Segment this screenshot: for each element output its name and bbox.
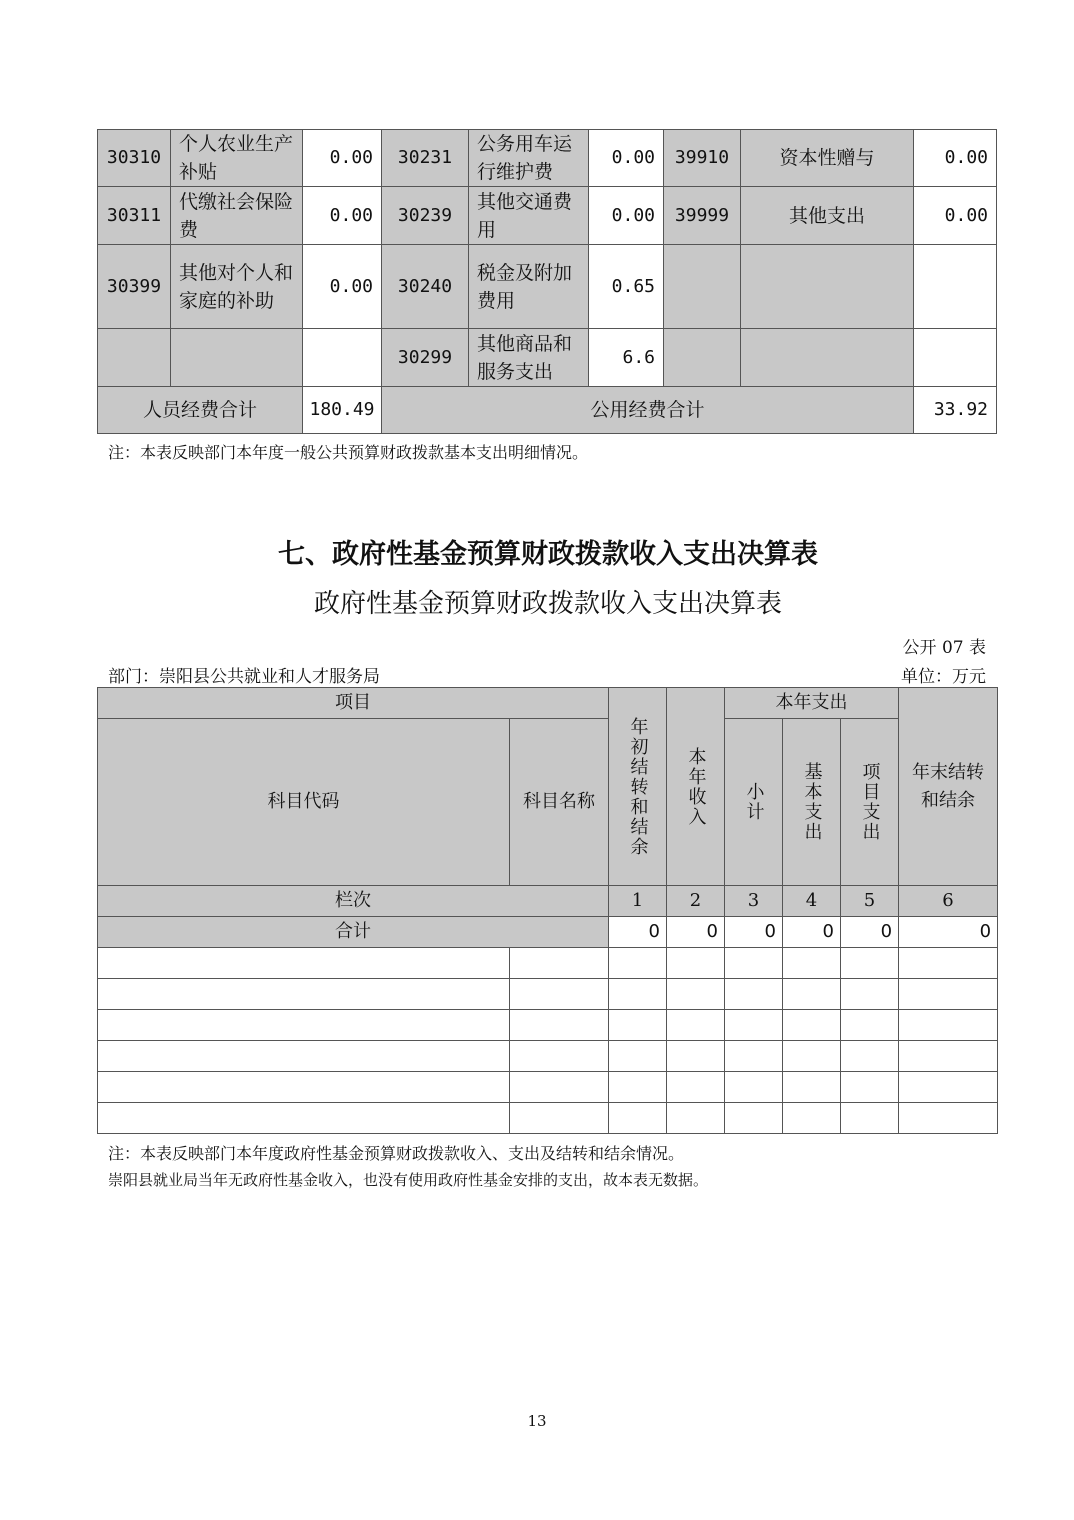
code-cell: 30311: [98, 187, 171, 245]
empty-cell: [510, 948, 609, 979]
empty-cell: [725, 1103, 783, 1134]
table-row: [98, 187, 997, 245]
name-cell: 个人农业生产补贴: [171, 130, 303, 187]
name-cell: 其他支出: [741, 187, 914, 245]
basic-expense-detail-table: [97, 129, 997, 434]
empty-cell: [510, 1072, 609, 1103]
empty-cell: [510, 1041, 609, 1072]
name-cell: 公务用车运行维护费: [469, 130, 589, 187]
table-row: [98, 329, 997, 387]
empty-row: [98, 948, 998, 979]
empty-cell: [609, 1103, 667, 1134]
empty-cell: [899, 948, 998, 979]
empty-cell: [841, 1041, 899, 1072]
empty-cell: [899, 1041, 998, 1072]
empty-cell: [783, 948, 841, 979]
empty-cell: [899, 1103, 998, 1134]
section-heading: 七、政府性基金预算财政拨款收入支出决算表: [278, 539, 818, 570]
amount-cell: 6.6: [589, 329, 664, 387]
empty-cell: [510, 979, 609, 1010]
col-num: 3: [725, 886, 783, 917]
empty-cell: [899, 1010, 998, 1041]
header-subtotal: 小计: [743, 782, 765, 822]
col-num: 1: [609, 886, 667, 917]
empty-cell: [667, 1010, 725, 1041]
empty-cell: [98, 1103, 510, 1134]
table2-note-2: 崇阳县就业局当年无政府性基金收入，也没有使用政府性基金安排的支出，故本表无数据。: [108, 1171, 709, 1189]
amount-cell: 0.00: [303, 245, 382, 329]
amount-cell: 0.00: [303, 130, 382, 187]
page-number: 13: [527, 1412, 547, 1430]
col-num: 5: [841, 886, 899, 917]
code-cell: 30299: [382, 329, 469, 387]
amount-cell: [914, 245, 997, 329]
empty-row: [98, 1072, 998, 1103]
unit-label: 单位：万元: [901, 667, 986, 687]
total-row: [98, 917, 998, 948]
empty-cell: [899, 1072, 998, 1103]
total-value: 0: [783, 917, 841, 948]
name-cell: [171, 329, 303, 387]
totals-row: [98, 387, 997, 434]
empty-cell: [510, 1103, 609, 1134]
table2-note: 注：本表反映部门本年度政府性基金预算财政拨款收入、支出及结转和结余情况。: [108, 1144, 685, 1163]
empty-row: [98, 1103, 998, 1134]
table1-note: 注：本表反映部门本年度一般公共预算财政拨款基本支出明细情况。: [108, 443, 589, 462]
column-number-label: 栏次: [98, 886, 609, 917]
personnel-total-label: 人员经费合计: [98, 387, 303, 434]
public-total-label: 公用经费合计: [382, 387, 914, 434]
table-row: [98, 130, 997, 187]
amount-cell: 0.00: [914, 130, 997, 187]
empty-cell: [667, 948, 725, 979]
empty-cell: [98, 1041, 510, 1072]
amount-cell: 0.00: [589, 187, 664, 245]
code-cell: [664, 245, 741, 329]
amount-cell: 0.00: [914, 187, 997, 245]
table-title: 政府性基金预算财政拨款收入支出决算表: [313, 589, 782, 619]
column-number-row: [98, 886, 998, 917]
total-value: 0: [725, 917, 783, 948]
empty-cell: [609, 1041, 667, 1072]
empty-cell: [725, 1072, 783, 1103]
empty-cell: [841, 1072, 899, 1103]
empty-cell: [725, 1041, 783, 1072]
table-row: [98, 245, 997, 329]
header-project: 项目: [98, 688, 609, 719]
empty-row: [98, 1041, 998, 1072]
amount-cell: [303, 329, 382, 387]
empty-cell: [609, 979, 667, 1010]
header-code: 科目代码: [98, 719, 510, 886]
total-value: 0: [609, 917, 667, 948]
empty-cell: [841, 1010, 899, 1041]
header-end-balance: 年末结转和结余: [912, 761, 985, 811]
name-cell: 税金及附加费用: [469, 245, 589, 329]
amount-cell: [914, 329, 997, 387]
empty-cell: [725, 1010, 783, 1041]
empty-cell: [98, 1072, 510, 1103]
empty-cell: [667, 979, 725, 1010]
header-basic: 基本支出: [801, 762, 823, 842]
empty-cell: [725, 948, 783, 979]
empty-row: [98, 1010, 998, 1041]
empty-cell: [725, 979, 783, 1010]
empty-cell: [510, 1010, 609, 1041]
name-cell: 资本性赠与: [741, 130, 914, 187]
personnel-total-value: 180.49: [303, 387, 382, 434]
header-begin-balance: 年初结转和结余: [627, 716, 649, 857]
empty-cell: [609, 948, 667, 979]
code-cell: 30399: [98, 245, 171, 329]
name-cell: [741, 245, 914, 329]
department-label: 部门：崇阳县公共就业和人才服务局: [108, 667, 380, 687]
empty-cell: [841, 1103, 899, 1134]
amount-cell: 0.00: [589, 130, 664, 187]
name-cell: 其他交通费用: [469, 187, 589, 245]
code-cell: 30310: [98, 130, 171, 187]
name-cell: 其他商品和服务支出: [469, 329, 589, 387]
amount-cell: 0.65: [589, 245, 664, 329]
name-cell: [741, 329, 914, 387]
empty-cell: [783, 1010, 841, 1041]
code-cell: [664, 329, 741, 387]
empty-cell: [609, 1010, 667, 1041]
empty-cell: [783, 1041, 841, 1072]
empty-row: [98, 979, 998, 1010]
total-value: 0: [841, 917, 899, 948]
empty-cell: [899, 979, 998, 1010]
empty-cell: [98, 948, 510, 979]
code-cell: 30240: [382, 245, 469, 329]
header-name: 科目名称: [510, 719, 609, 886]
col-num: 2: [667, 886, 725, 917]
empty-cell: [98, 1010, 510, 1041]
form-number: 公开 07 表: [902, 638, 986, 658]
code-cell: 30231: [382, 130, 469, 187]
header-item: 项目支出: [859, 762, 881, 842]
col-num: 6: [899, 886, 998, 917]
col-num: 4: [783, 886, 841, 917]
empty-cell: [783, 979, 841, 1010]
empty-cell: [841, 979, 899, 1010]
empty-cell: [783, 1072, 841, 1103]
code-cell: 30239: [382, 187, 469, 245]
empty-cell: [783, 1103, 841, 1134]
fund-budget-table: [97, 687, 998, 1134]
public-total-value: 33.92: [914, 387, 997, 434]
empty-cell: [609, 1072, 667, 1103]
total-label: 合计: [98, 917, 609, 948]
code-cell: 39999: [664, 187, 741, 245]
empty-cell: [667, 1103, 725, 1134]
name-cell: 代缴社会保险费: [171, 187, 303, 245]
empty-cell: [98, 979, 510, 1010]
code-cell: 39910: [664, 130, 741, 187]
amount-cell: 0.00: [303, 187, 382, 245]
empty-cell: [841, 948, 899, 979]
empty-cell: [667, 1072, 725, 1103]
header-income: 本年收入: [685, 746, 707, 827]
total-value: 0: [667, 917, 725, 948]
empty-cell: [667, 1041, 725, 1072]
header-expense: 本年支出: [725, 688, 899, 719]
name-cell: 其他对个人和家庭的补助: [171, 245, 303, 329]
code-cell: [98, 329, 171, 387]
total-value: 0: [899, 917, 998, 948]
